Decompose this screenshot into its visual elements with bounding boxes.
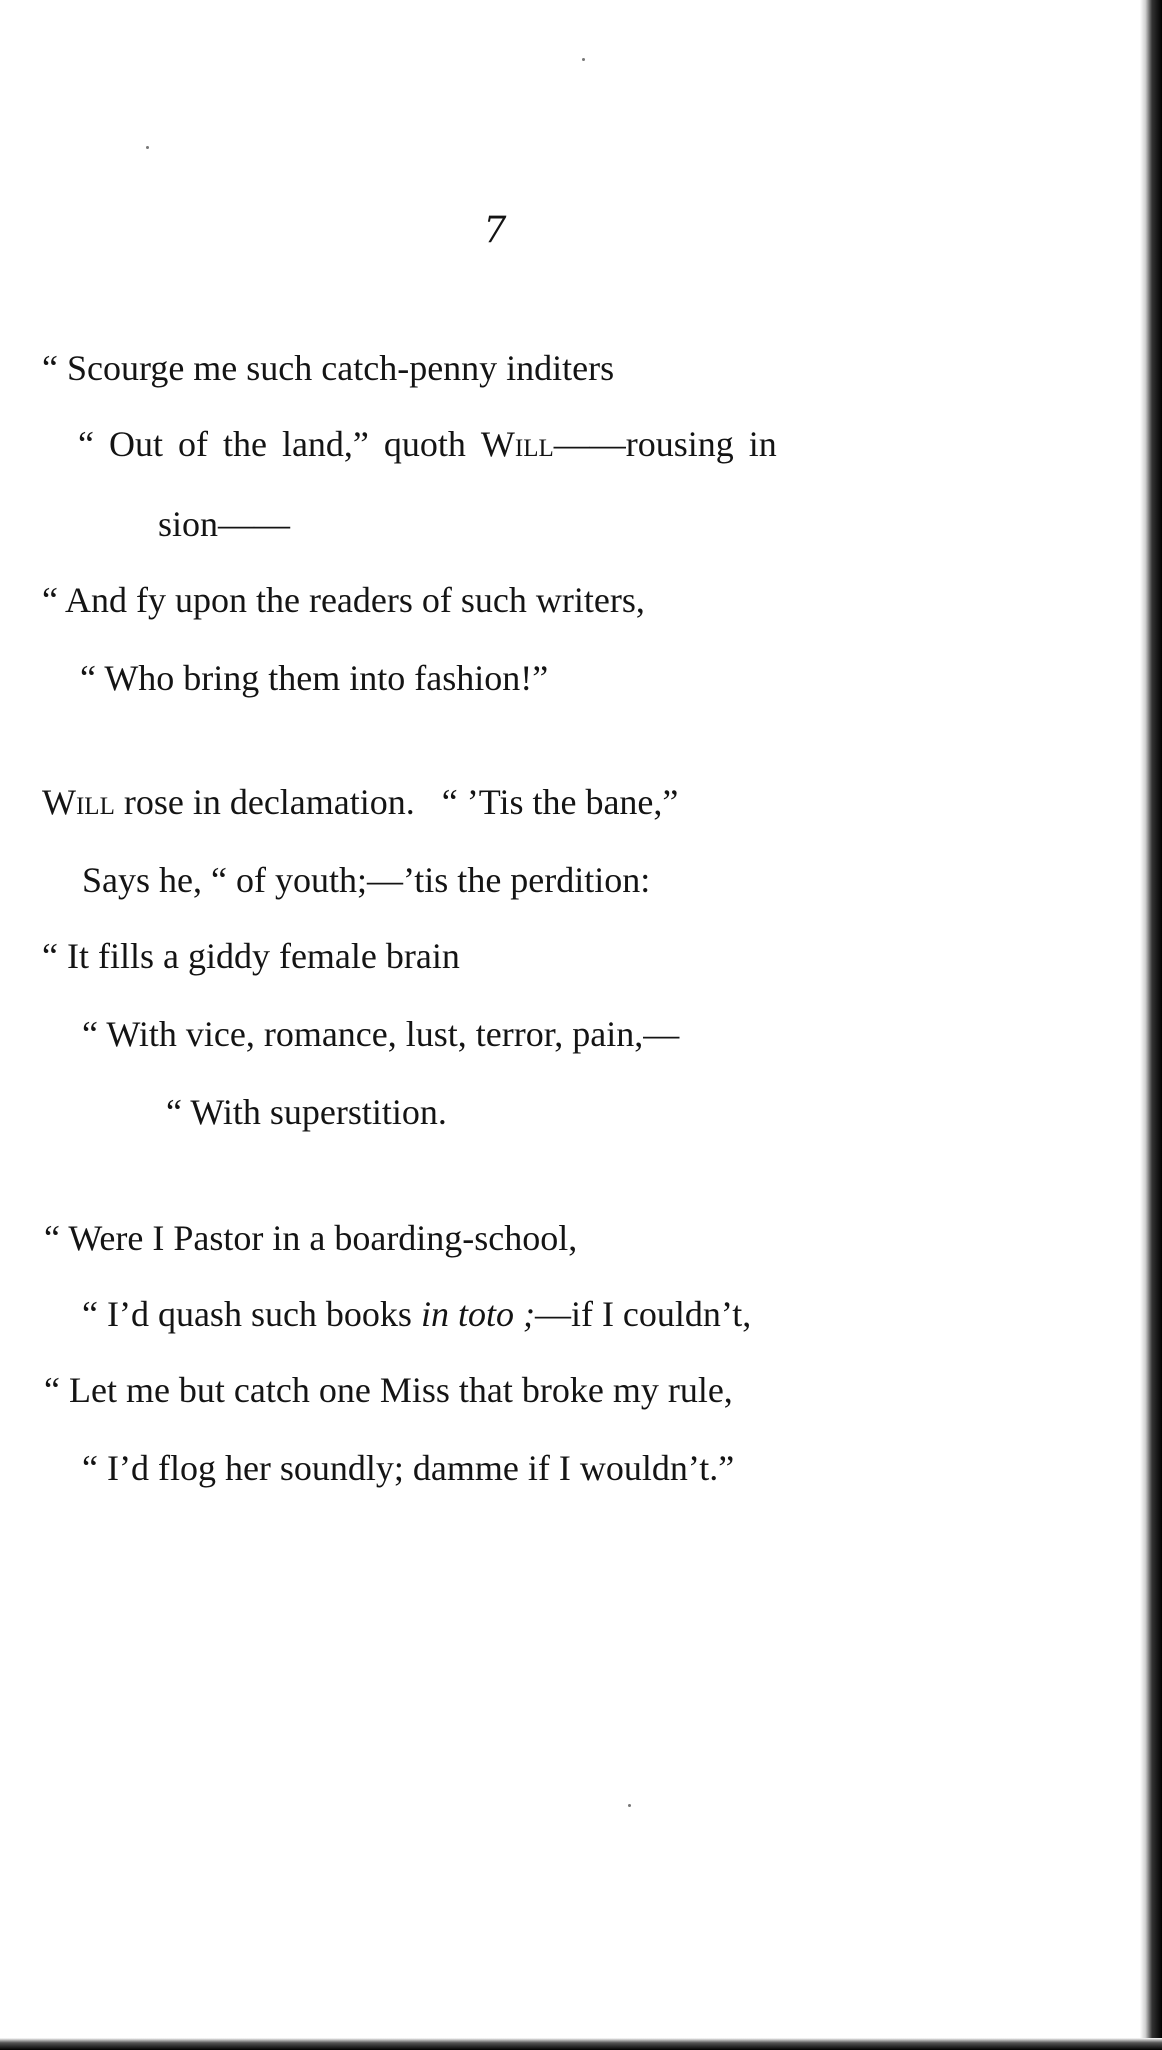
verse-line xyxy=(42,782,678,822)
verse-text: —if I couldn’t, xyxy=(534,1294,752,1334)
verse-line: “ I’d flog her soundly; damme if I wouldn’t.” xyxy=(82,1448,735,1488)
verse-text: “ I’d quash such books xyxy=(82,1294,421,1334)
verse-line: “ With superstition. xyxy=(166,1092,447,1132)
ink-speck xyxy=(628,1804,631,1807)
verse-line xyxy=(82,1294,751,1334)
verse-line: “ Were I Pastor in a boarding-school, xyxy=(44,1218,578,1258)
page-number: 7 xyxy=(483,210,507,251)
verse-line: “ Scourge me such catch-penny inditers xyxy=(42,348,615,388)
ink-speck xyxy=(146,146,149,149)
character-name: Will xyxy=(42,782,115,822)
verse-line: “ And fy upon the readers of such writers, xyxy=(42,580,645,620)
verse-line: “ With vice, romance, lust, terror, pain,— xyxy=(82,1014,680,1054)
verse-text: ——rousing in xyxy=(553,424,777,464)
page-edge-shadow xyxy=(1140,0,1162,2050)
verse-line: “ Let me but catch one Miss that broke my rule, xyxy=(44,1370,733,1410)
verse-line: “ It fills a giddy female brain xyxy=(42,936,460,976)
page-bottom-edge xyxy=(0,2038,1162,2050)
verse-line: sion—— xyxy=(158,504,291,544)
verse-line xyxy=(78,424,777,464)
verse-text: rose in declamation. “ ’Tis the bane,” xyxy=(114,782,679,822)
character-name: Will xyxy=(480,424,554,464)
verse-text: “ Out of the land,” quoth xyxy=(78,424,481,464)
italic-phrase: in toto ; xyxy=(420,1294,535,1334)
verse-line: “ Who bring them into fashion!” xyxy=(80,658,549,698)
ink-speck xyxy=(582,58,585,61)
verse-line: Says he, “ of youth;—’tis the perdition: xyxy=(82,860,651,900)
